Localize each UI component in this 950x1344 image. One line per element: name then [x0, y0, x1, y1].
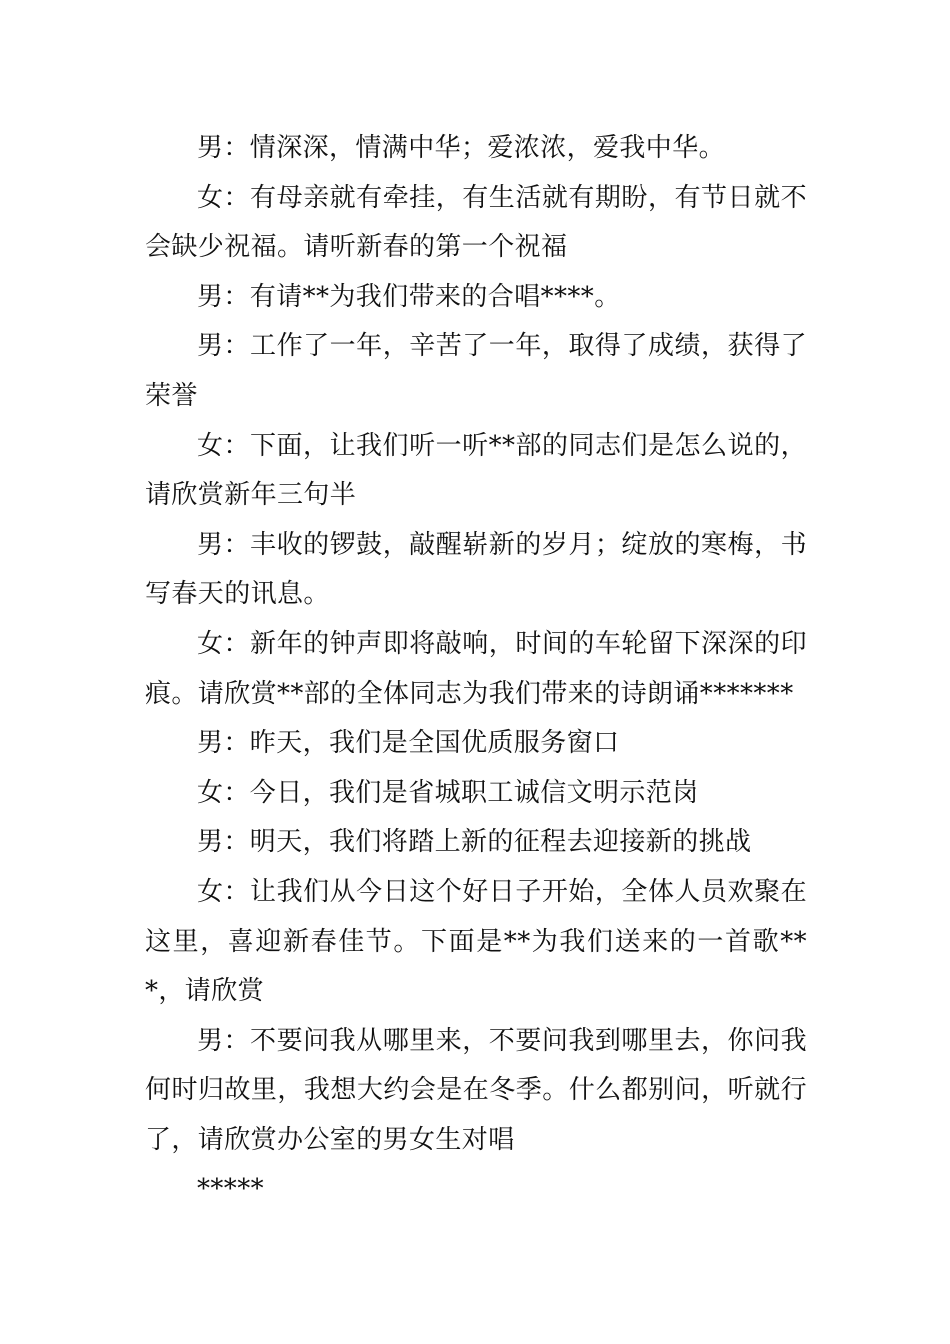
paragraph: 男：有请**为我们带来的合唱****。 — [197, 281, 621, 312]
paragraph: 女：让我们从今日这个好日子开始，全体人员欢聚在这里，喜迎新春佳节。下面是**为我们送来的一首歌***，请欣赏 — [145, 876, 807, 1007]
paragraph: ***** — [197, 1174, 264, 1205]
paragraph: 女：新年的钟声即将敲响，时间的车轮留下深深的印痕。请欣赏**部的全体同志为我们带来的诗朗诵******* — [145, 628, 807, 709]
paragraph: 男：情深深，情满中华；爱浓浓，爱我中华。 — [197, 133, 726, 163]
paragraph: 男：不要问我从哪里来，不要问我到哪里去，你问我何时归故里，我想大约会是在冬季。什么都别问，听就行了，请欣赏办公室的男女生对唱 — [145, 1025, 807, 1155]
paragraph: 男：明天，我们将踏上新的征程去迎接新的挑战 — [197, 827, 752, 858]
paragraph: 男：昨天，我们是全国优质服务窗口 — [197, 728, 620, 759]
document-body — [145, 124, 807, 1215]
paragraph: 女：今日，我们是省城职工诚信文明示范岗 — [197, 777, 699, 808]
paragraph: 男：丰收的锣鼓，敲醒崭新的岁月；绽放的寒梅，书写春天的讯息。 — [145, 529, 807, 610]
paragraph: 女：下面，让我们听一听**部的同志们是怎么说的，请欣赏新年三句半 — [145, 430, 807, 511]
paragraph: 男：工作了一年，辛苦了一年，取得了成绩，获得了荣誉 — [145, 331, 807, 411]
paragraph: 女：有母亲就有牵挂，有生活就有期盼，有节日就不会缺少祝福。请听新春的第一个祝福 — [145, 182, 807, 263]
